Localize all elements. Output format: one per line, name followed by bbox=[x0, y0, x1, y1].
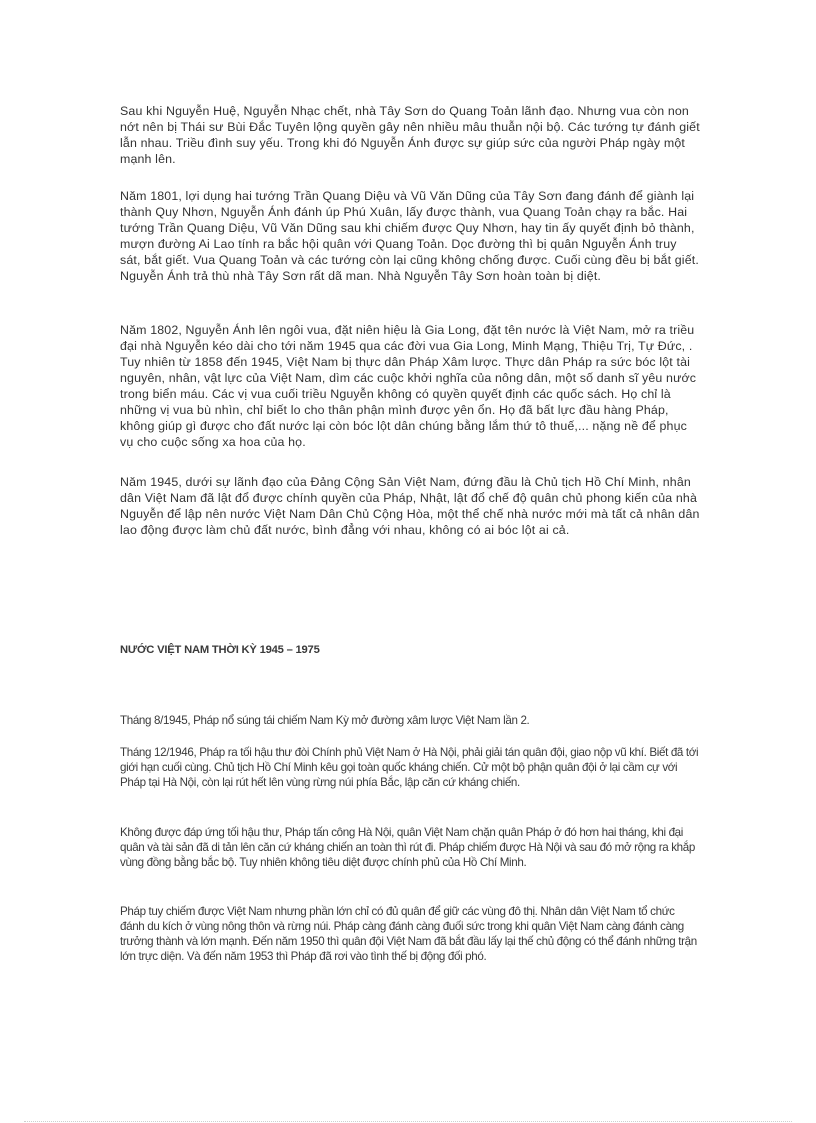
paragraph-nguyen-hue-death: Sau khi Nguyễn Huệ, Nguyễn Nhạc chết, nhà Tây Sơn do Quang Toản lãnh đạo. Nhưng vua còn non nớt nên bị Thái sư Bùi Đắc Tuyên lộng quyền gây nên nhiều mâu thuẫn nội bộ. Các tướng tự đánh giết lẫn nhau. Triều đình suy yếu. Trong khi đó Nguyễn Ánh được sự giúp sức của người Pháp ngày một mạnh lên. bbox=[120, 104, 700, 166]
paragraph-year-1945: Năm 1945, dưới sự lãnh đạo của Đảng Cộng Sản Việt Nam, đứng đầu là Chủ tịch Hồ Chí Minh, nhân dân Việt Nam đã lật đổ được chính quyền của Pháp, Nhật, lật đổ chế độ quân chủ phong kiến của nhà Nguyễn để lập nên nước Việt Nam Dân Chủ Cộng Hòa, một thể chế nhà nước mới mà tất cả nhân dân lao động được làm chủ đất nước, bình đẳng với nhau, không có ai bóc lột ai cả. bbox=[120, 475, 700, 537]
section-heading-1945-1975: NƯỚC VIỆT NAM THỜI KỲ 1945 – 1975 bbox=[120, 644, 320, 656]
paragraph-hanoi-attack: Không được đáp ứng tối hậu thư, Pháp tấn công Hà Nội, quân Việt Nam chặn quân Pháp ở đó hơn hai tháng, khi đại quân và tài sản đã di tản lên căn cứ kháng chiến an toàn thì rút đi. Pháp chiếm được Hà Nội và sau đó mở rộng ra khắp vùng đồng bằng bắc bộ. Tuy nhiên không tiêu diệt được chính phủ của Hồ Chí Minh. bbox=[120, 826, 695, 869]
paragraph-year-1802: Năm 1802, Nguyễn Ánh lên ngôi vua, đặt niên hiệu là Gia Long, đặt tên nước là Việt Nam, mở ra triều đại nhà Nguyễn kéo dài cho tới năm 1945 qua các đời vua Gia Long, Minh Mạng, Thiệu Trị, Tự Đức, . Tuy nhiên từ 1858 đến 1945, Việt Nam bị thực dân Pháp Xâm lược. Thực dân Pháp ra sức bóc lột tài nguyên, nhân, vật lực của Việt Nam, dìm các cuộc khởi nghĩa của nông dân, một số danh sĩ yêu nước trong biển máu. Các vị vua cuối triều Nguyễn không có quyền quyết định các quốc sách. Họ chỉ là những vị vua bù nhìn, chỉ biết lo cho thân phận mình được yên ổn. Họ đã bất lực đầu hàng Pháp, không giúp gì được cho đất nước lại còn bóc lột dân chúng bằng lắm thứ tô thuế,... nặng nề để phục vụ cho cuộc sống xa hoa của họ. bbox=[120, 323, 697, 449]
paragraph-august-1945: Tháng 8/1945, Pháp nổ súng tái chiếm Nam Kỳ mở đường xâm lược Việt Nam lần 2. bbox=[120, 714, 530, 727]
paragraph-december-1946: Tháng 12/1946, Pháp ra tối hậu thư đòi Chính phủ Việt Nam ở Hà Nội, phải giải tán quân đội, giao nộp vũ khí. Biết đã tới giới hạn cuối cùng. Chủ tịch Hồ Chí Minh kêu gọi toàn quốc kháng chiến. Cử một bộ phận quân đội ở lại cầm cự với Pháp tại Hà Nội, còn lại rút hết lên vùng rừng núi phía Bắc, lập căn cứ kháng chiến. bbox=[120, 746, 699, 789]
paragraph-guerrilla-war: Pháp tuy chiếm được Việt Nam nhưng phần lớn chỉ có đủ quân để giữ các vùng đô thị. Nhân dân Việt Nam tổ chức đánh du kích ở vùng nông thôn và rừng núi. Pháp càng đánh càng đuối sức trong khi quân Việt Nam càng đánh càng trưởng thành và lớn mạnh. Đến năm 1950 thì quân đội Việt Nam đã bắt đầu lấy lại thế chủ động có thể đánh những trận lớn trực diện. Và đến năm 1953 thì Pháp đã rơi vào tình thế bị động đối phó. bbox=[120, 905, 697, 963]
page-bottom-divider bbox=[24, 1121, 792, 1122]
paragraph-year-1801: Năm 1801, lợi dụng hai tướng Trần Quang Diệu và Vũ Văn Dũng của Tây Sơn đang đánh để giành lại thành Quy Nhơn, Nguyễn Ánh đánh úp Phú Xuân, lấy được thành, vua Quang Toản chạy ra bắc. Hai tướng Trần Quang Diệu, Vũ Văn Dũng sau khi chiếm được Quy Nhơn, hay tin ấy quyết định bỏ thành, mượn đường Ai Lao tính ra bắc hội quân với Quang Toản. Dọc đường thì bị quân Nguyễn Ánh truy sát, bắt giết. Vua Quang Toản và các tướng còn lại cũng không chống được. Cuối cùng đều bị bắt giết. Nguyễn Ánh trả thù nhà Tây Sơn rất dã man. Nhà Nguyễn Tây Sơn hoàn toàn bị diệt. bbox=[120, 189, 699, 283]
